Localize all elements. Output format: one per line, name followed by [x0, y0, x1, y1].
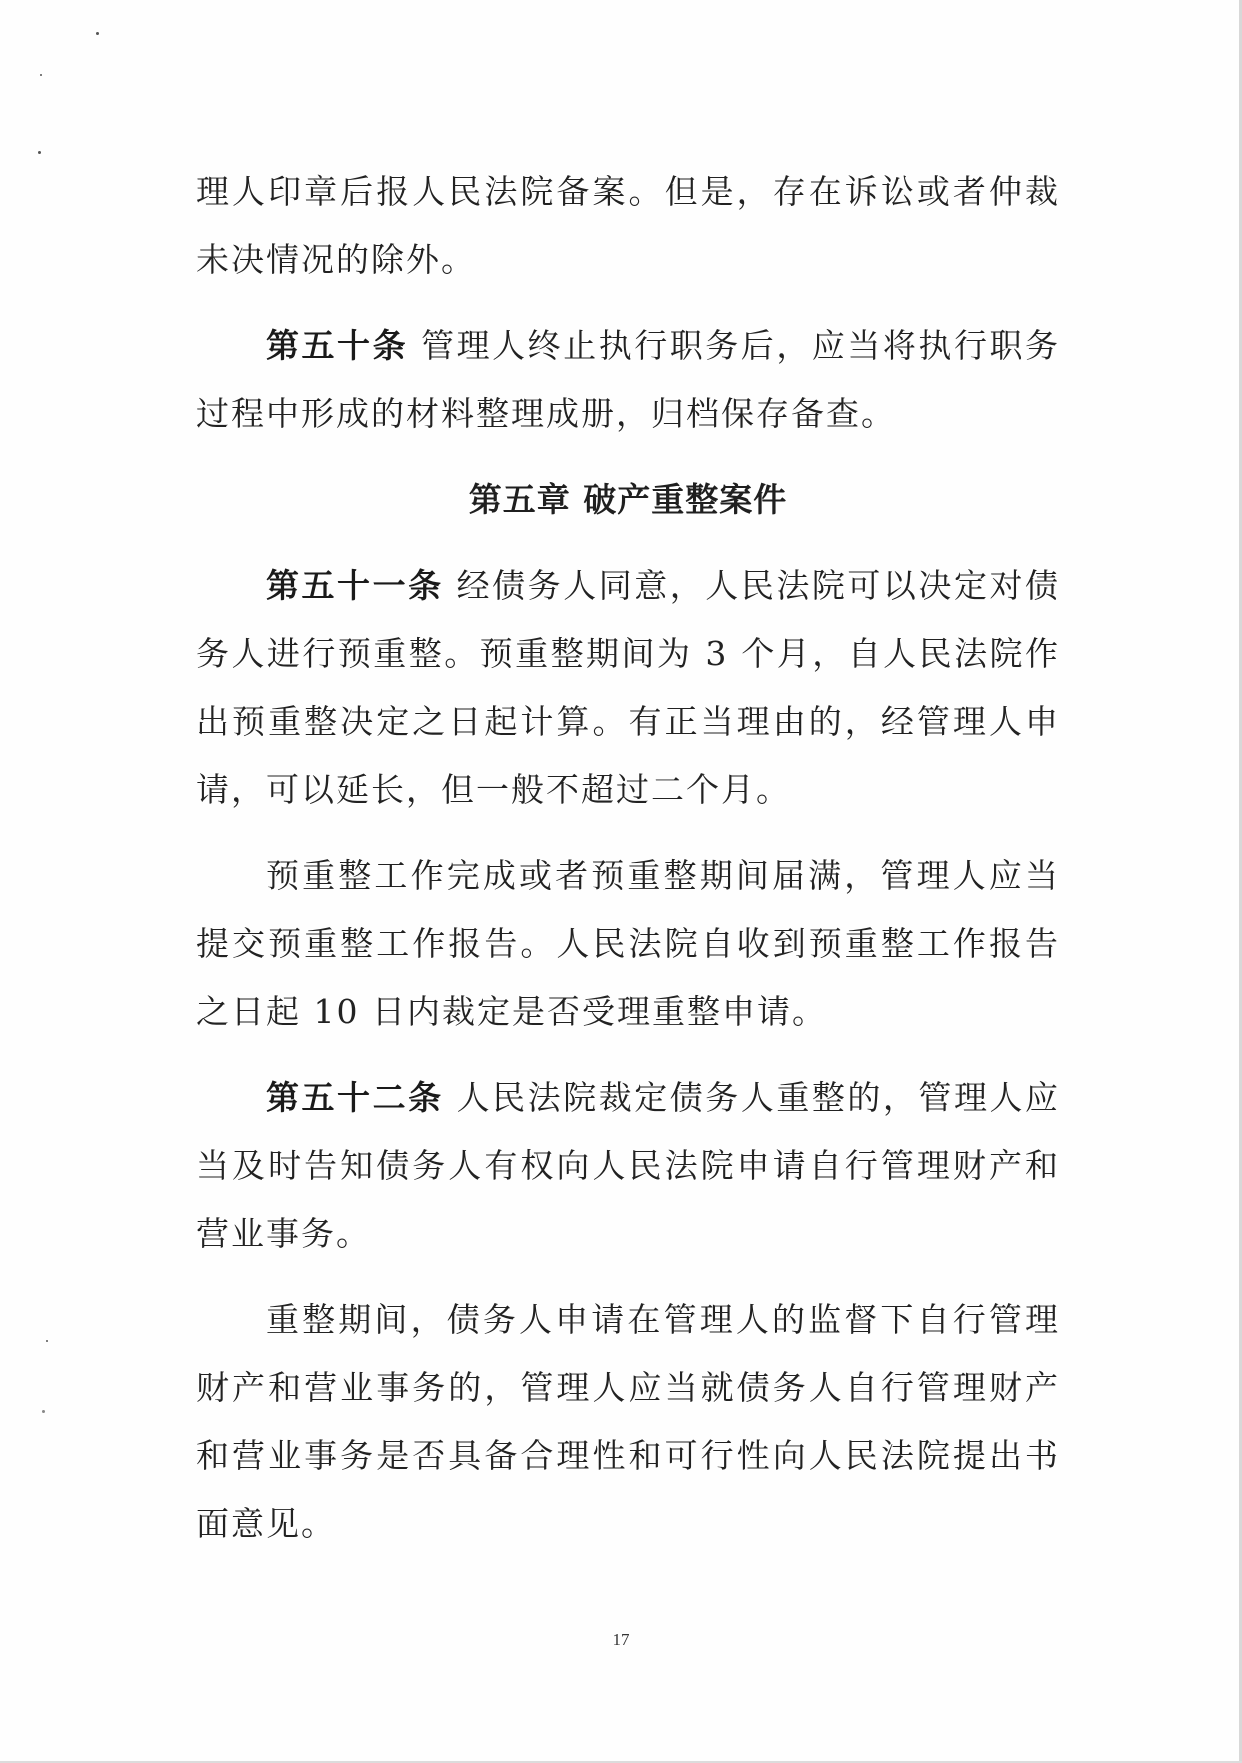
article-52-paragraph-2 — [196, 1286, 1060, 1558]
paragraph-text: 经债务人同意，人民法院可以决定对债务人进行预重整。预重整期间为 3 个月，自人民法院作出预重整决定之日起计算。有正当理由的，经管理人申请，可以延长，但一般不超过二个月。 — [196, 566, 1061, 809]
document-body — [196, 158, 1060, 1558]
paragraph-text: 理人印章后报人民法院备案。但是，存在诉讼或者仲裁未决情况的除外。 — [196, 172, 1060, 279]
scan-speck — [42, 1410, 45, 1413]
scan-speck — [40, 74, 42, 76]
chapter-heading: 第五章 破产重整案件 — [468, 480, 788, 519]
scan-speck — [46, 1340, 48, 1342]
paragraph-text: 预重整工作完成或者预重整期间届满，管理人应当提交预重整工作报告。人民法院自收到预重整工作报告之日起 10 日内裁定是否受理重整申请。 — [196, 856, 1060, 1031]
article-number: 第五十条 — [266, 326, 409, 365]
article-number: 第五十二条 — [266, 1078, 444, 1117]
article-51 — [196, 552, 1060, 824]
paragraph-text: 人民法院裁定债务人重整的，管理人应当及时告知债务人有权向人民法院申请自行管理财产和营业事务。 — [196, 1078, 1061, 1253]
article-number: 第五十一条 — [266, 566, 444, 605]
page-number: 17 — [612, 1630, 630, 1649]
article-51-paragraph-2 — [196, 842, 1060, 1046]
scan-speck — [38, 151, 41, 154]
article-52 — [196, 1064, 1060, 1268]
paragraph-text: 管理人终止执行职务后，应当将执行职务过程中形成的材料整理成册，归档保存备查。 — [196, 326, 1060, 433]
scan-speck — [96, 32, 99, 35]
article-50 — [196, 312, 1060, 448]
paragraph-continuation — [196, 158, 1060, 294]
paragraph-text: 重整期间，债务人申请在管理人的监督下自行管理财产和营业事务的，管理人应当就债务人自行管理财产和营业事务是否具备合理性和可行性向人民法院提出书面意见。 — [196, 1300, 1060, 1543]
